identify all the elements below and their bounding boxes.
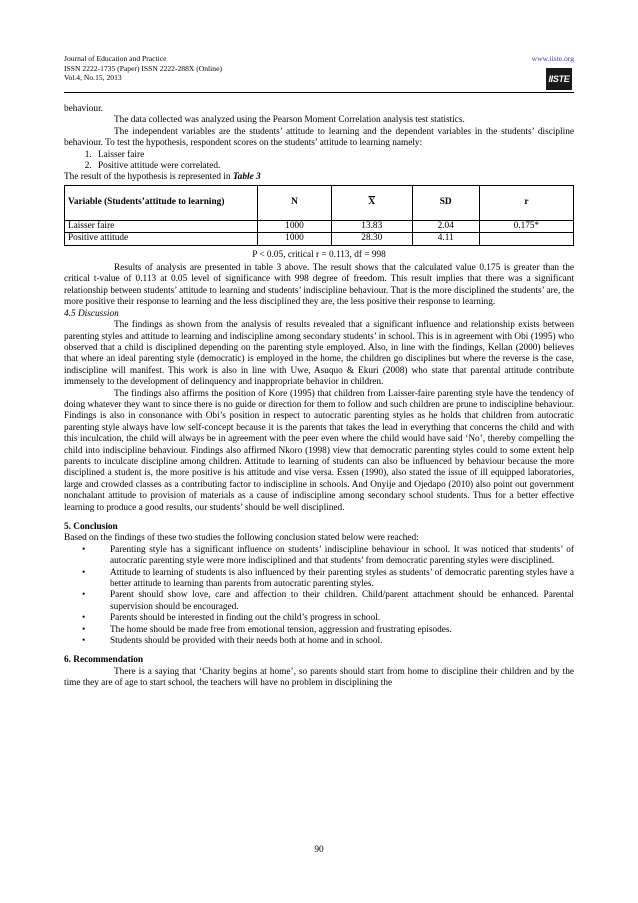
paragraph: The data collected was analyzed using the Pearson Moment Correlation analysis test statistics.	[114, 115, 465, 126]
table-cell: 4.11	[412, 233, 479, 245]
table-cell: Positive attitude	[65, 233, 258, 245]
iiste-logo: IISTE	[546, 68, 572, 90]
result-intro-text: The result of the hypothesis is represented in	[64, 172, 233, 183]
list-item: • Students should be provided with their needs both at home and in school.	[96, 636, 574, 647]
col-header-variable: Variable (Students’attitude to learning)	[65, 185, 258, 220]
table-3	[64, 185, 574, 246]
journal-url[interactable]: www.iiste.org	[531, 54, 574, 63]
paragraph: Results of analysis are presented in table 3 above. The result shows that the calculated value 0.175 is greater than the critical t-value of 0.113 at 0.05 level of significance with 998 degree of freedom. This result implies that there was a significant relationship between students’ attitude to learning and students’ indiscipline behaviour. That is the more disciplined the students’ are, the more positive their response to learning and the less disciplined they are, the less positive their response to learning.	[64, 263, 574, 308]
result-intro	[64, 172, 574, 183]
paragraph: Based on the findings of these two studies the following conclusion stated below were reached:	[64, 533, 419, 544]
list-item: 1. Laisser faire	[94, 150, 574, 161]
table-cell	[479, 233, 573, 245]
table-reference: Table 3	[232, 172, 261, 183]
table-cell: 1000	[258, 220, 332, 232]
table-cell: 1000	[258, 233, 332, 245]
table-note: P < 0.05, critical r = 0.113, df = 998	[252, 249, 386, 260]
page-content	[64, 104, 574, 690]
table-cell: 0.175*	[479, 220, 573, 232]
list-item: • Parent should show love, care and affection to their children. Child/parent attachment should be enhanced. Parental supervision should be encouraged.	[96, 590, 574, 613]
list-item: • The home should be made free from emotional tension, aggression and frustrating episodes.	[96, 625, 574, 636]
table-header-row	[65, 185, 574, 220]
journal-issn: ISSN 2222-1735 (Paper) ISSN 2222-288X (Online)	[64, 63, 222, 73]
col-header-sd: SD	[412, 185, 479, 220]
header-rule	[64, 92, 574, 93]
paragraph: behaviour.	[64, 104, 103, 114]
paragraph: The findings also affirms the position of Kore (1995) that children from Laisser-faire parenting style have the tendency of doing whatever they want to since there is no guide or direction for them to follow and such children are prune to indiscipline behaviour. Findings is also in consonance with Obi’s position in respect to autocratic parenting styles as he holds that children from autocratic parenting style always have low self-concept because it is the parents that takes the lead in everything that concerns the child and with this inculcation, the child will always be in agreement with the peer even where the child would have said ‘No’, thereby compelling the child into indiscipline behaviour. Findings also affirmed Nkoro (1998) view that democratic parenting styles could to some extent help parents to inculcate discipline among children. Attitude to learning of students can also be influenced by behaviour because the more disciplined a student is, the more positive is his attitude and vise versa. Essen (1990), also stated the issue of ill equipped laboratories, large and crowded classes as a contributing factor to indiscipline in schools. And Onyije and Ojedapo (2010) also point out government nonchalant attitude to provision of materials as a cause of indiscipline among secondary school students. Thus for a better effective learning to produce a good results, our students’ should be well disciplined.	[64, 388, 574, 513]
col-header-mean	[331, 185, 412, 220]
conclusion-list	[64, 545, 574, 648]
journal-title: Journal of Education and Practice	[64, 54, 167, 63]
col-header-n: N	[258, 185, 332, 220]
paragraph: The independent variables are the students’ attitude to learning and the dependent variables in the students’ discipline behaviour. To test the hypothesis, respondent scores on the students’ attitude to learning namely:	[64, 126, 574, 149]
section-heading-discussion: 4.5 Discussion	[64, 308, 119, 319]
table-row	[65, 220, 574, 232]
journal-header	[64, 54, 222, 83]
table-cell: Laisser faire	[65, 220, 258, 232]
col-header-r: r	[479, 185, 573, 220]
mean-symbol: $\overline{X}$	[368, 197, 376, 208]
list-item: 2. Positive attitude were correlated.	[94, 161, 574, 172]
table-cell: 28.30	[331, 233, 412, 245]
variable-list	[64, 150, 574, 173]
paragraph: The findings as shown from the analysis of results revealed that a significant influence and relationship exists between parenting styles and attitude to learning and indiscipline among secondary students’ in school. This is in agreement with Obi (1995) who observed that a child is disciplined depending on the parenting style employed. Also, in line with the findings, Kellan (2000) believes that where an ideal parenting style (democratic) is employed in the home, the children go disciplines but where the reverse is the case, indiscipline will manifest. This work is also in line with Uwe, Asuquo & Ekuri (2008) who state that parental attitude contribute immensely to the development of delinquency and inappropriate behavior in children.	[64, 320, 574, 388]
table-cell: 13.83	[331, 220, 412, 232]
section-heading-recommendation: 6. Recommendation	[64, 655, 144, 666]
table-row	[65, 233, 574, 245]
list-item: • Attitude to learning of students is also influenced by their parenting styles as students’ of democratic parenting styles have a better attitude to learning than parents from autocratic parenting styles.	[96, 568, 574, 591]
list-item: • Parenting style has a significant influence on students’ indiscipline behaviour in school. It was noticed that students’ of autocratic parenting style were more indisciplined and that students’ from democratic parenting styles were disciplined.	[96, 545, 574, 568]
journal-volume: Vol.4, No.15, 2013	[64, 73, 122, 83]
list-item: • Parents should be interested in finding out the child’s progress in school.	[96, 613, 574, 624]
page-number: 90	[314, 845, 324, 855]
paragraph: There is a saying that ‘Charity begins at home’, so parents should start from home to discipline their children and by the time they are of age to start school, the teachers will have no problem in disciplining the	[64, 666, 574, 689]
table-cell: 2.04	[412, 220, 479, 232]
section-heading-conclusion: 5. Conclusion	[64, 522, 118, 532]
